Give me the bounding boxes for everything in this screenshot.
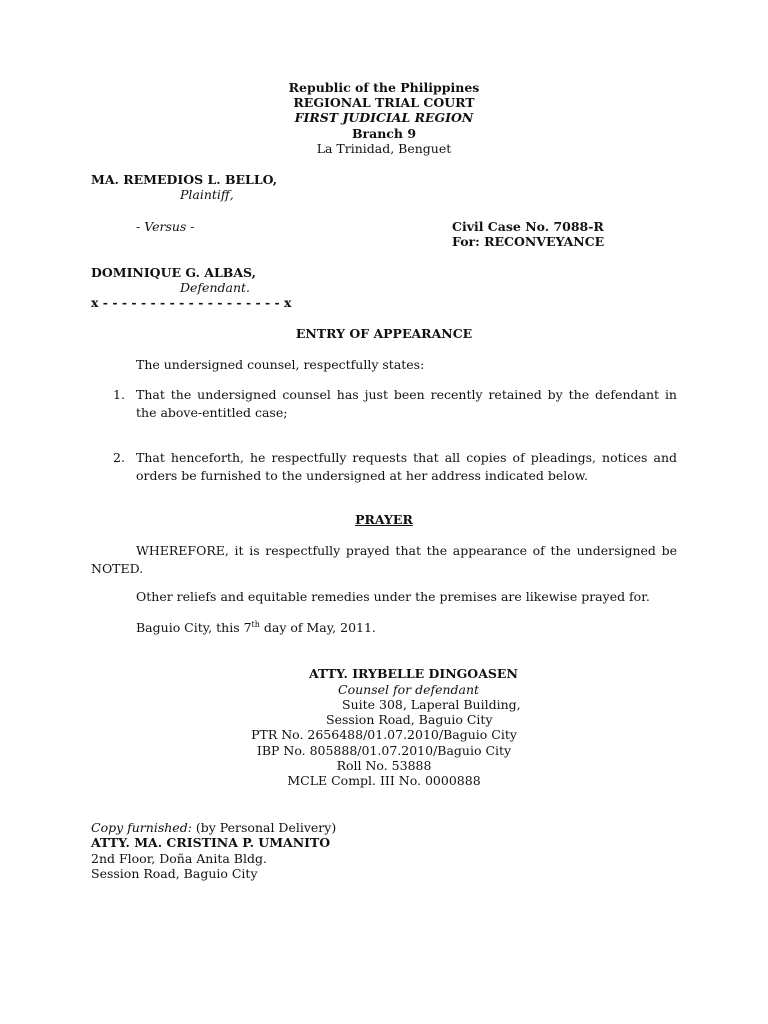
item-2-text: That henceforth, he respectfully requests that all copies of pleadings, notices and orders be furnished to the undersigned at her address indicated below. (136, 450, 677, 483)
intro-text: The undersigned counsel, respectfully states: (136, 357, 425, 372)
header-region: FIRST JUDICIAL REGION (294, 110, 474, 125)
copy-furnished-name: ATTY. MA. CRISTINA P. UMANITO (91, 835, 331, 850)
copy-furnished-method: (by Personal Delivery) (191, 820, 337, 835)
plaintiff-role: Plaintiff, (180, 187, 234, 202)
other-reliefs-text: Other reliefs and equitable remedies under the premises are likewise prayed for. (136, 589, 650, 604)
signatory-name: ATTY. IRYBELLE DINGOASEN (309, 666, 518, 681)
signatory-ibp: IBP No. 805888/01.07.2010/Baguio City (256, 743, 512, 758)
item-1-text: That the undersigned counsel has just been recently retained by the defendant in the above-entitled case; (136, 387, 677, 420)
header-location: La Trinidad, Benguet (316, 141, 452, 156)
signatory-role: Counsel for defendant (338, 682, 480, 697)
case-nature: For: RECONVEYANCE (452, 234, 605, 249)
signatory-roll: Roll No. 53888 (336, 758, 432, 773)
copy-furnished-address-2: Session Road, Baguio City (91, 866, 258, 881)
date-prefix: Baguio City, this 7 (136, 620, 252, 635)
header-court: REGIONAL TRIAL COURT (293, 95, 475, 110)
prayer-heading: PRAYER (355, 512, 413, 527)
prayer-text: WHEREFORE, it is respectfully prayed that the appearance of the undersigned be NOTED. (91, 543, 677, 576)
item-1-number: 1. (113, 387, 125, 402)
signatory-ptr: PTR No. 2656488/01.07.2010/Baguio City (251, 727, 517, 742)
item-2-number: 2. (113, 450, 125, 465)
date-suffix: day of May, 2011. (259, 620, 376, 635)
header-branch: Branch 9 (351, 126, 417, 141)
header-republic: Republic of the Philippines (288, 80, 480, 95)
date-line (136, 620, 376, 636)
copy-furnished-address-1: 2nd Floor, Doña Anita Bldg. (91, 851, 267, 866)
caption-separator: x - - - - - - - - - - - - - - - - - - - x (91, 295, 292, 310)
signatory-address-2: Session Road, Baguio City (326, 712, 493, 727)
copy-furnished-line (91, 820, 336, 836)
copy-furnished-label: Copy furnished: (91, 820, 192, 835)
defendant-role: Defendant. (180, 280, 250, 295)
date-superscript: th (251, 619, 260, 629)
document-title: ENTRY OF APPEARANCE (295, 326, 473, 341)
versus-label: - Versus - (136, 219, 195, 234)
case-number: Civil Case No. 7088-R (452, 219, 604, 234)
signatory-mcle: MCLE Compl. III No. 0000888 (287, 773, 481, 788)
signatory-address-1: Suite 308, Laperal Building, (342, 697, 521, 712)
plaintiff-name: MA. REMEDIOS L. BELLO, (91, 172, 278, 187)
defendant-name: DOMINIQUE G. ALBAS, (91, 265, 256, 280)
